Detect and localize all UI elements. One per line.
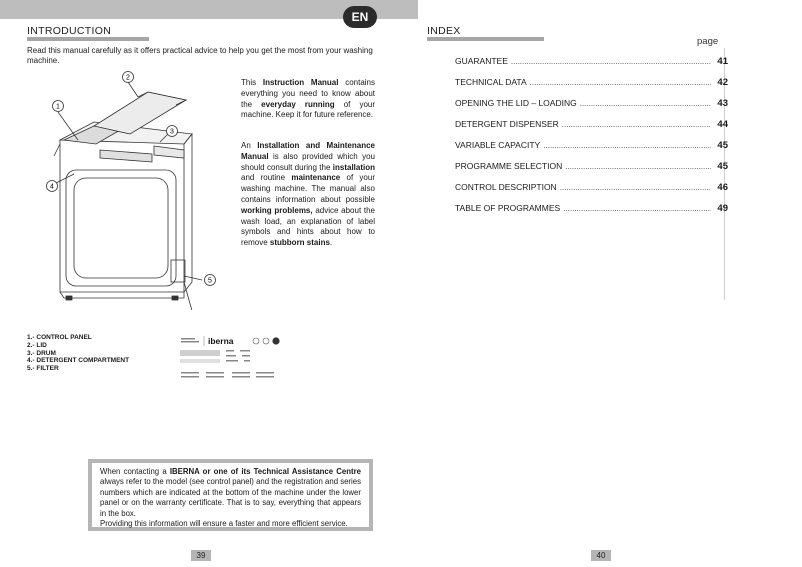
legend-item: 2.- LID: [27, 341, 47, 349]
callout-4: 4: [50, 183, 54, 191]
legend-item: 3.- DRUM: [27, 349, 56, 357]
callout-1: 1: [56, 103, 60, 111]
instruction-manual-paragraph: This Instruction Manual contains everything you need to know about the everyday running of your machine. Keep it for future reference.: [241, 78, 376, 120]
installation-manual-paragraph: An Installation and Maintenance Manual is also provided which you should consult during the installation and routine maintenance of your washing machine. The manual also contains information about possible working problems, advice about the wash load, an explanation of label symbols and hints about how to remove stubborn stains.: [241, 141, 375, 248]
index-page-number: 43: [717, 98, 728, 109]
page-number-right: 40: [591, 550, 611, 561]
index-page-number: 44: [717, 119, 728, 130]
index-page-number: 45: [717, 161, 728, 172]
index-entry-table-of-programmes[interactable]: TABLE OF PROGRAMMES ..... 49: [455, 203, 728, 224]
index-page-number: 49: [717, 203, 728, 214]
language-badge: EN: [343, 6, 377, 28]
callout-3: 3: [170, 128, 174, 136]
index-entry-variable-capacity[interactable]: VARIABLE CAPACITY ..... 45: [455, 140, 728, 161]
title-underline: [427, 37, 544, 41]
brand-logo-text: iberna: [208, 336, 234, 346]
legend-item: 1.- CONTROL PANEL: [27, 334, 92, 341]
callout-2: 2: [126, 74, 130, 82]
callout-5: 5: [208, 277, 212, 285]
rating-label-image: [178, 334, 283, 384]
index-list: [455, 56, 728, 224]
index-entry-programme-selection[interactable]: PROGRAMME SELECTION ..... 45: [455, 161, 728, 182]
index-entry-guarantee[interactable]: GUARANTEE ..... 41: [455, 56, 728, 77]
parts-legend: [27, 334, 129, 373]
section-title-introduction: INTRODUCTION: [27, 25, 112, 37]
index-page-number: 46: [717, 182, 728, 193]
right-page: [418, 0, 802, 567]
index-page-number: 41: [717, 56, 728, 67]
index-entry-control-description[interactable]: CONTROL DESCRIPTION ..... 46: [455, 182, 728, 203]
washing-machine-diagram: [34, 70, 234, 310]
index-page-number: 45: [717, 140, 728, 151]
index-entry-opening-lid[interactable]: OPENING THE LID – LOADING ..... 43: [455, 98, 728, 119]
page-column-heading: page: [697, 36, 719, 47]
index-page-number: 42: [717, 77, 728, 88]
index-entry-detergent-dispenser[interactable]: DETERGENT DISPENSER ..... 44: [455, 119, 728, 140]
page-number-left: 39: [191, 550, 211, 561]
index-entry-technical-data[interactable]: TECHNICAL DATA ..... 42: [455, 77, 728, 98]
technical-assistance-notice: When contacting a IBERNA or one of its Technical Assistance Centre always refer to the model (see control panel) and the registration and series numbers which are indicated at the bottom of the machine under the lower panel or on the warranty certificate. That is to say, everything that appears in the box. Providing this information will ensure a faster and more efficient service.: [88, 459, 373, 531]
intro-paragraph: Read this manual carefully as it offers practical advice to help you get the most from your washing machine.: [27, 46, 373, 65]
legend-item: 5.- FILTER: [27, 365, 59, 373]
section-title-index: INDEX: [427, 25, 461, 37]
title-underline: [27, 37, 149, 41]
legend-item: 4.- DETERGENT COMPARTMENT: [27, 357, 130, 365]
